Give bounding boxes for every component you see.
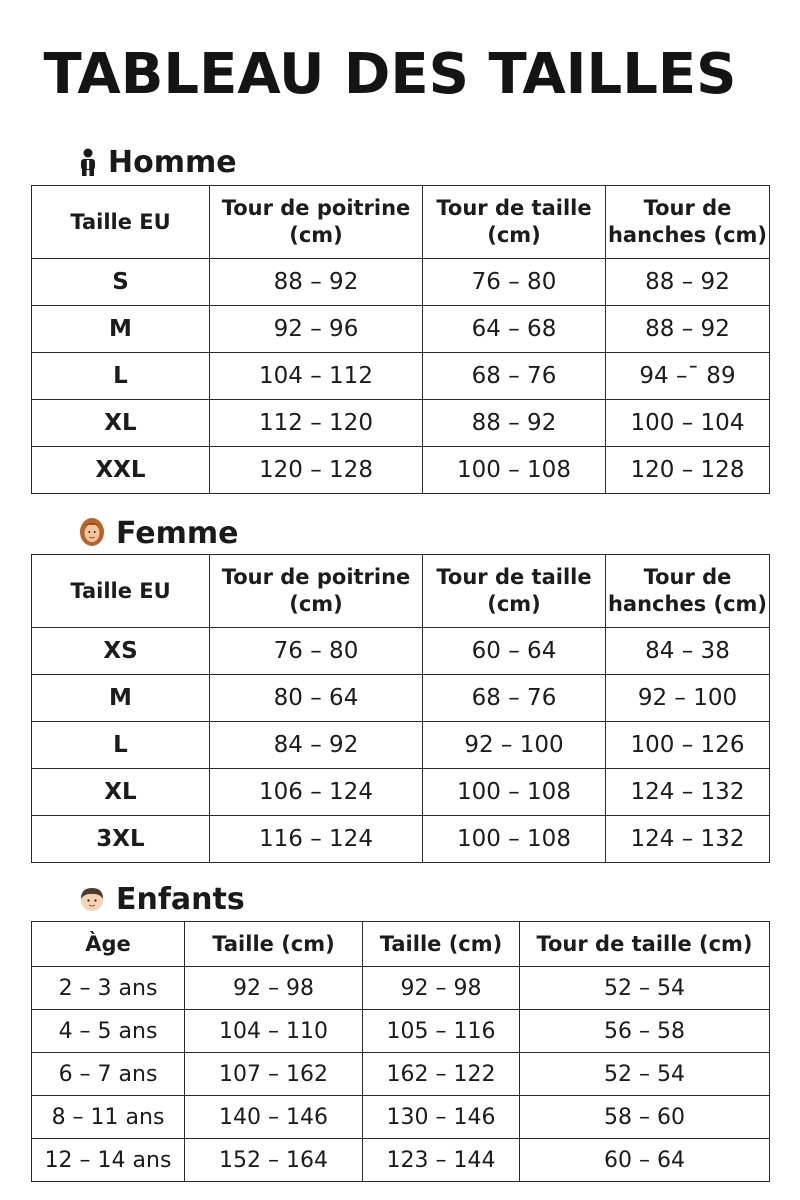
section-femme-heading [78,515,239,551]
header-cell: Taille (cm) [185,922,363,967]
value-cell: 100 – 126 [606,722,770,769]
header-cell: Tour de hanches (cm) [606,555,770,628]
value-cell: 88 – 92 [606,259,770,306]
value-cell: 106 – 124 [210,769,423,816]
header-cell: Taille EU [32,186,210,259]
value-cell: 104 – 112 [210,353,423,400]
value-cell: 68 – 76 [423,353,606,400]
section-title: Homme [108,144,237,180]
table-row [32,675,770,722]
table-row [32,816,770,863]
value-cell: 84 – 38 [606,628,770,675]
value-cell: 92 – 98 [185,967,363,1010]
value-cell: 60 – 64 [520,1139,770,1182]
size-cell: L [32,722,210,769]
child-icon [78,885,106,913]
value-cell: 104 – 110 [185,1010,363,1053]
age-cell: 4 – 5 ans [32,1010,185,1053]
value-cell: 68 – 76 [423,675,606,722]
value-cell: 124 – 132 [606,769,770,816]
header-cell: Tour de poitrine (cm) [210,186,423,259]
age-cell: 12 – 14 ans [32,1139,185,1182]
value-cell: 100 – 104 [606,400,770,447]
header-cell: Taille (cm) [363,922,520,967]
value-cell: 123 – 144 [363,1139,520,1182]
value-cell: 92 – 100 [606,675,770,722]
table-row [32,400,770,447]
section-homme-heading [78,144,237,180]
section-enfants-heading [78,881,245,917]
table-row [32,967,770,1010]
value-cell: 100 – 108 [423,769,606,816]
value-cell: 92 – 98 [363,967,520,1010]
value-cell: 124 – 132 [606,816,770,863]
value-cell: 84 – 92 [210,722,423,769]
woman-icon [78,518,106,548]
table-row [32,1139,770,1182]
man-icon [78,148,98,176]
value-cell: 162 – 122 [363,1053,520,1096]
size-cell: L [32,353,210,400]
value-cell: 112 – 120 [210,400,423,447]
size-cell: XXL [32,447,210,494]
section-title: Femme [116,515,239,551]
header-cell: Tour de taille (cm) [423,186,606,259]
age-cell: 8 – 11 ans [32,1096,185,1139]
value-cell: 88 – 92 [210,259,423,306]
value-cell: 116 – 124 [210,816,423,863]
value-cell: 88 – 92 [606,306,770,353]
value-cell: 76 – 80 [210,628,423,675]
table-row [32,1096,770,1139]
value-cell: 92 – 96 [210,306,423,353]
header-cell: Àge [32,922,185,967]
size-table-femme [31,554,770,863]
value-cell: 56 – 58 [520,1010,770,1053]
header-cell: Tour de poitrine (cm) [210,555,423,628]
value-cell: 100 – 108 [423,816,606,863]
size-cell: 3XL [32,816,210,863]
table-row [32,306,770,353]
value-cell: 120 – 128 [606,447,770,494]
value-cell: 88 – 92 [423,400,606,447]
value-cell: 92 – 100 [423,722,606,769]
size-cell: M [32,675,210,722]
table-row [32,1010,770,1053]
table-row [32,353,770,400]
value-cell: 107 – 162 [185,1053,363,1096]
value-cell: 105 – 116 [363,1010,520,1053]
table-row [32,447,770,494]
value-cell: 52 – 54 [520,1053,770,1096]
table-row [32,259,770,306]
value-cell: 120 – 128 [210,447,423,494]
header-cell: Tour de hanches (cm) [606,186,770,259]
value-cell: 80 – 64 [210,675,423,722]
table-row [32,1053,770,1096]
age-cell: 6 – 7 ans [32,1053,185,1096]
section-title: Enfants [116,881,245,917]
header-cell: Tour de taille (cm) [520,922,770,967]
size-table-homme [31,185,770,494]
age-cell: 2 – 3 ans [32,967,185,1010]
value-cell: 64 – 68 [423,306,606,353]
value-cell: 100 – 108 [423,447,606,494]
table-row [32,769,770,816]
size-cell: S [32,259,210,306]
size-cell: M [32,306,210,353]
size-cell: XL [32,400,210,447]
value-cell: 152 – 164 [185,1139,363,1182]
value-cell: 130 – 146 [363,1096,520,1139]
header-cell: Tour de taille (cm) [423,555,606,628]
size-cell: XL [32,769,210,816]
page-title: TABLEAU DES TAILLES [43,42,737,107]
size-cell: XS [32,628,210,675]
table-row [32,628,770,675]
value-cell: 76 – 80 [423,259,606,306]
value-cell: 52 – 54 [520,967,770,1010]
value-cell: 94 –ˉ 89 [606,353,770,400]
header-cell: Taille EU [32,555,210,628]
value-cell: 60 – 64 [423,628,606,675]
value-cell: 140 – 146 [185,1096,363,1139]
table-row [32,722,770,769]
value-cell: 58 – 60 [520,1096,770,1139]
size-table-enfants [31,921,770,1182]
